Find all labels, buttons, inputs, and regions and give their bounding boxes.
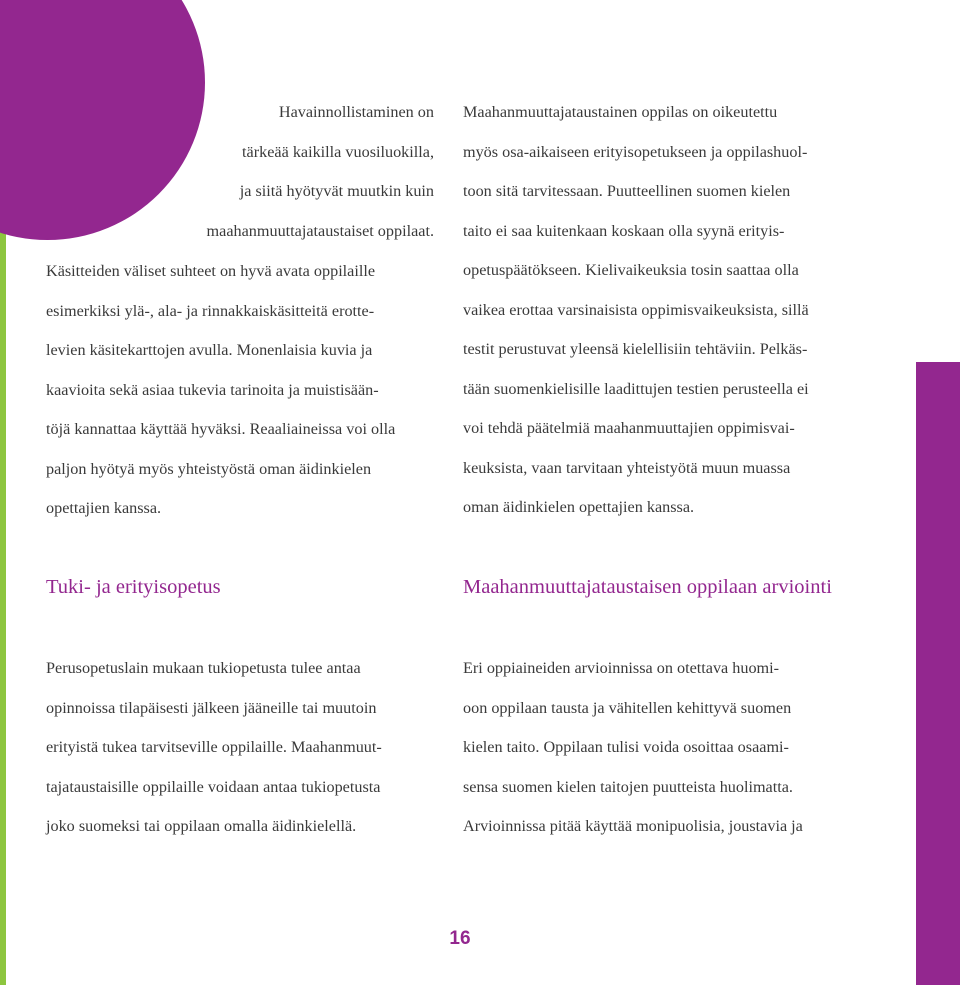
section-heading-support: Tuki- ja erityisopetus — [46, 576, 221, 598]
text-line: ja siitä hyötyvät muutkin kuin — [239, 182, 434, 200]
text-line: voi tehdä päätelmiä maahanmuuttajien oppimisvai- — [463, 419, 795, 437]
text-line: opettajien kanssa. — [46, 499, 162, 517]
assessment-paragraph — [463, 649, 883, 847]
text-line: sensa suomen kielen taitojen puutteista huolimatta. — [463, 777, 793, 796]
text-line: tään suomenkielisille laadittujen testien perusteella ei — [463, 379, 809, 398]
text-line: vaikea erottaa varsinaisista oppimisvaikeuksista, sillä — [463, 300, 809, 319]
text-line: taito ei saa kuitenkaan koskaan olla syynä erityis- — [463, 221, 785, 240]
section-heading-assessment: Maahanmuuttajataustaisen oppilaan arviointi — [463, 576, 832, 598]
right-paragraph — [463, 93, 883, 528]
text-line: maahanmuuttajataustaiset oppilaat. — [206, 221, 434, 240]
text-line: levien käsitekarttojen avulla. Monenlaisia kuvia ja — [46, 341, 373, 359]
text-line: testit perustuvat yleensä kielellisiin tehtäviin. Pelkäs- — [463, 340, 808, 358]
text-line: joko suomeksi tai oppilaan omalla äidinkielellä. — [46, 817, 357, 835]
text-line: opinnoissa tilapäisesti jälkeen jääneille tai muutoin — [46, 698, 377, 717]
text-line: toon sitä tarvitessaan. Puutteellinen suomen kielen — [463, 182, 791, 200]
text-line: keuksista, vaan tarvitaan yhteistyötä muun muassa — [463, 458, 791, 477]
text-line: tärkeää kaikilla vuosiluokilla, — [242, 142, 434, 161]
text-line: kielen taito. Oppilaan tulisi voida osoittaa osaami- — [463, 738, 789, 756]
decorative-side-bar — [916, 362, 960, 985]
text-line: myös osa-aikaiseen erityisopetukseen ja oppilashuol- — [463, 142, 808, 161]
text-line: kaavioita sekä asiaa tukevia tarinoita ja muistisään- — [46, 380, 379, 399]
left-paragraph — [46, 252, 456, 529]
text-line: Käsitteiden väliset suhteet on hyvä avata oppilaille — [46, 262, 376, 280]
text-line: Perusopetuslain mukaan tukiopetusta tulee antaa — [46, 659, 361, 677]
text-line: oman äidinkielen opettajien kanssa. — [463, 498, 695, 516]
text-line: paljon hyötyä myös yhteistyöstä oman äidinkielen — [46, 459, 372, 478]
text-line: töjä kannattaa käyttää hyväksi. Reaaliaineissa voi olla — [46, 420, 396, 438]
text-line: oon oppilaan tausta ja vähitellen kehittyvä suomen — [463, 698, 792, 717]
text-line: Eri oppiaineiden arvioinnissa on otettava huomi- — [463, 659, 780, 677]
text-line: opetuspäätökseen. Kielivaikeuksia tosin saattaa olla — [463, 261, 799, 279]
support-paragraph — [46, 649, 456, 847]
text-line: tajataustaisille oppilaille voidaan antaa tukiopetusta — [46, 777, 381, 796]
text-line: Arvioinnissa pitää käyttää monipuolisia, joustavia ja — [463, 817, 803, 835]
text-line: Maahanmuuttajataustainen oppilas on oikeutettu — [463, 103, 778, 121]
intro-paragraph — [100, 93, 434, 251]
text-line: Havainnollistaminen on — [278, 103, 434, 121]
text-line: erityistä tukea tarvitseville oppilaille. Maahanmuut- — [46, 738, 382, 756]
text-line: esimerkiksi ylä-, ala- ja rinnakkaiskäsitteitä erotte- — [46, 301, 375, 320]
page-number: 16 — [449, 928, 471, 949]
